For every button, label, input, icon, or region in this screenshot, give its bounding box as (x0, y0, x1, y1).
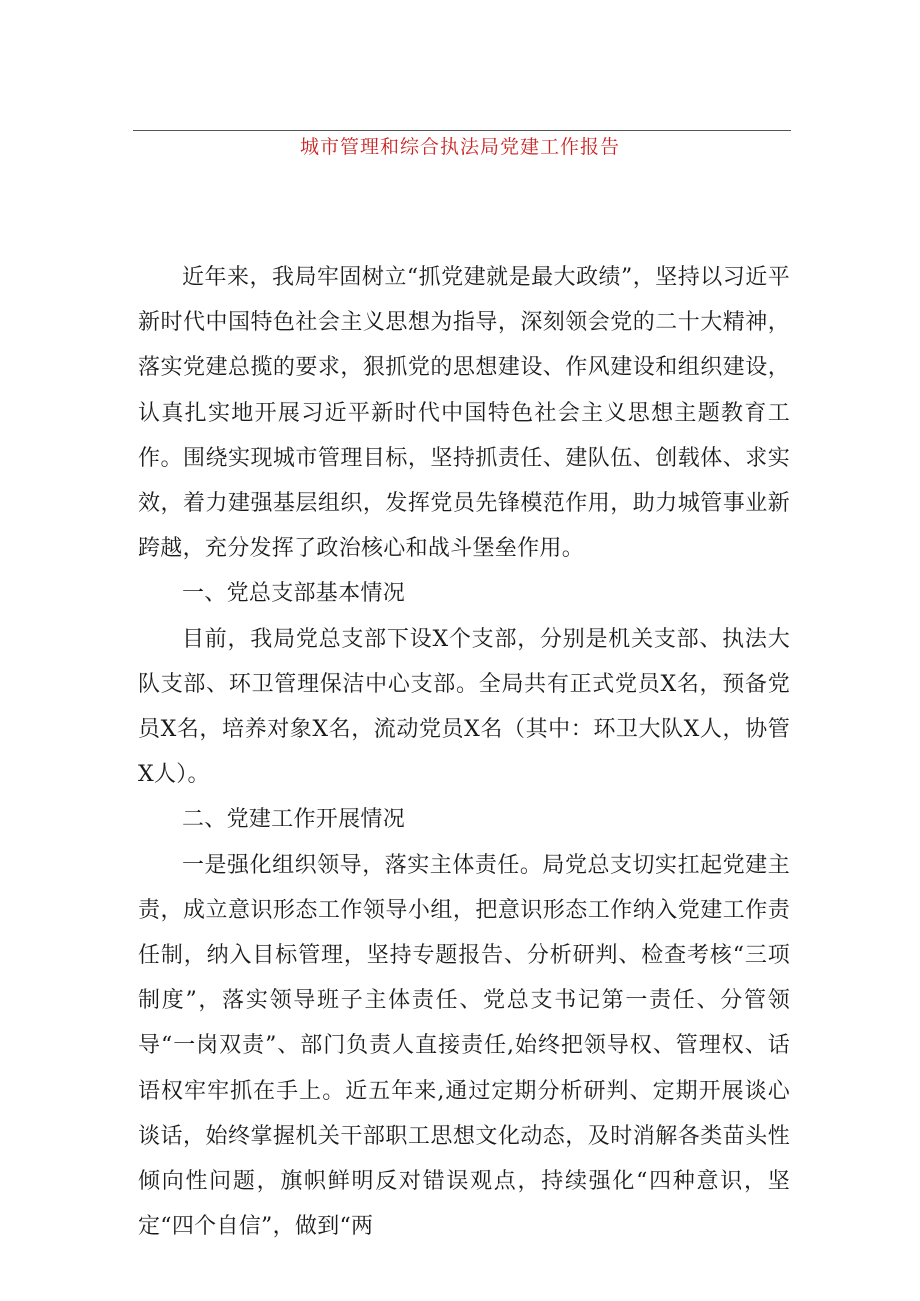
header-rule (133, 130, 791, 131)
paragraph-work-progress: 一是强化组织领导，落实主体责任。局党总支切实扛起党建主责，成立意识形态工作领导小组，把意识形态工作纳入党建工作责任制，纳入目标管理，坚持专题报告、分析研判、检查考核“三项制度”，落实领导班子主体责任、党总支书记第一责任、分管领导“一岗双责”、部门负责人直接责任,始终把领导权、管理权、话语权牢牢抓在手上。近五年来,通过定期分析研判、定期开展谈心谈话，始终掌握机关干部职工思想文化动态，及时消解各类苗头性倾向性问题，旗帜鲜明反对错误观点，持续强化“四种意识，坚定“四个自信”，做到“两 (138, 852, 790, 1240)
section-heading-2: 二、党建工作开展情况 (182, 807, 406, 833)
document-body (138, 255, 790, 1249)
document-header-title: 城市管理和综合执法局党建工作报告 (299, 136, 620, 158)
section-heading-1: 一、党总支部基本情况 (182, 581, 406, 607)
paragraph-intro: 近年来，我局牢固树立“抓党建就是最大政绩”，坚持以习近平新时代中国特色社会主义思想为指导，深刻领会党的二十大精神，落实党建总揽的要求，狠抓党的思想建设、作风建设和组织建设，认真扎实地开展习近平新时代中国特色社会主义思想主题教育工作。围绕实现城市管理目标，坚持抓责任、建队伍、创载体、求实效，着力建强基层组织，发挥党员先锋模范作用，助力城管事业新跨越，充分发挥了政治核心和战斗堡垒作用。 (138, 265, 790, 562)
paragraph-basic-situation: 目前，我局党总支部下设X个支部，分别是机关支部、执法大队支部、环卫管理保洁中心支部。全局共有正式党员X名，预备党员X名，培养对象X名，流动党员X名（其中：环卫大队X人，协管X人）。 (138, 626, 790, 788)
